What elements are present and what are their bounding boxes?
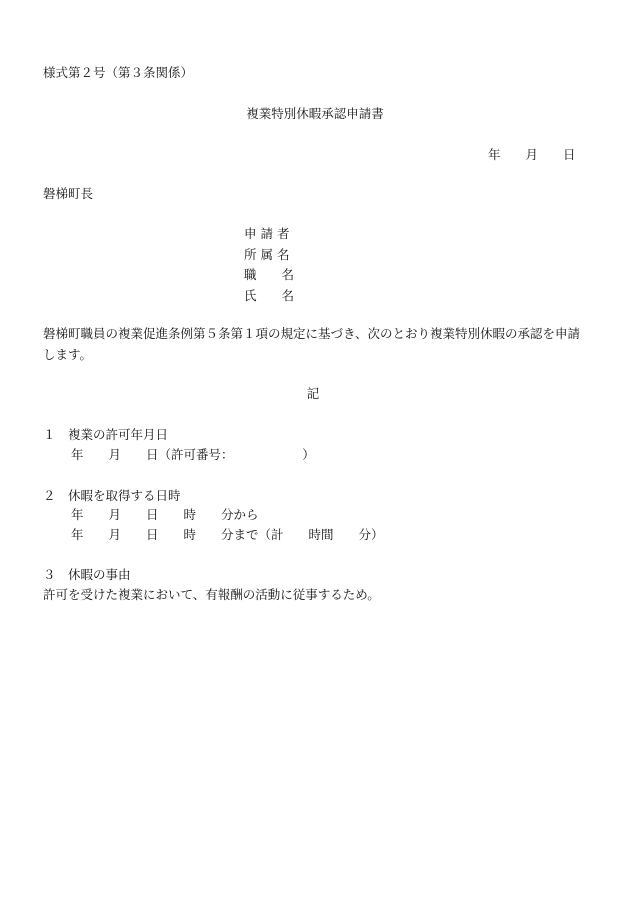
addressee: 磐梯町長: [43, 186, 94, 201]
section-2-start-line: 年 月 日 時 分から: [71, 507, 259, 522]
applicant-affiliation-label: 所 属 名: [244, 246, 290, 262]
applicant-name-label: 氏 名: [244, 287, 295, 303]
section-3-reason-text: 許可を受けた複業において、有報酬の活動に従事するため。: [43, 587, 380, 602]
applicant-heading: 申 請 者: [244, 226, 290, 241]
form-number: 様式第２号（第３条関係）: [43, 65, 194, 80]
ki-heading: 記: [306, 386, 320, 401]
section-1-permission-date-line: 年 月 日（許可番号： ）: [71, 447, 315, 462]
document-title: 複業特別休暇承認申請書: [246, 106, 384, 121]
section-3-heading: ３ 休暇の事由: [43, 567, 131, 582]
date-line: 年 月 日: [488, 147, 576, 162]
application-body-text: 磐梯町職員の複業促進条例第５条第１項の規定に基づき、次のとおり複業特別休暇の承認を申請します。: [43, 326, 581, 362]
section-2-heading: ２ 休暇を取得する日時: [43, 488, 181, 503]
applicant-block: [244, 224, 294, 306]
applicant-position-label: 職 名: [244, 267, 295, 282]
section-2-end-line: 年 月 日 時 分まで（計 時間 分）: [71, 527, 384, 542]
section-1-heading: １ 複業の許可年月日: [43, 427, 169, 442]
